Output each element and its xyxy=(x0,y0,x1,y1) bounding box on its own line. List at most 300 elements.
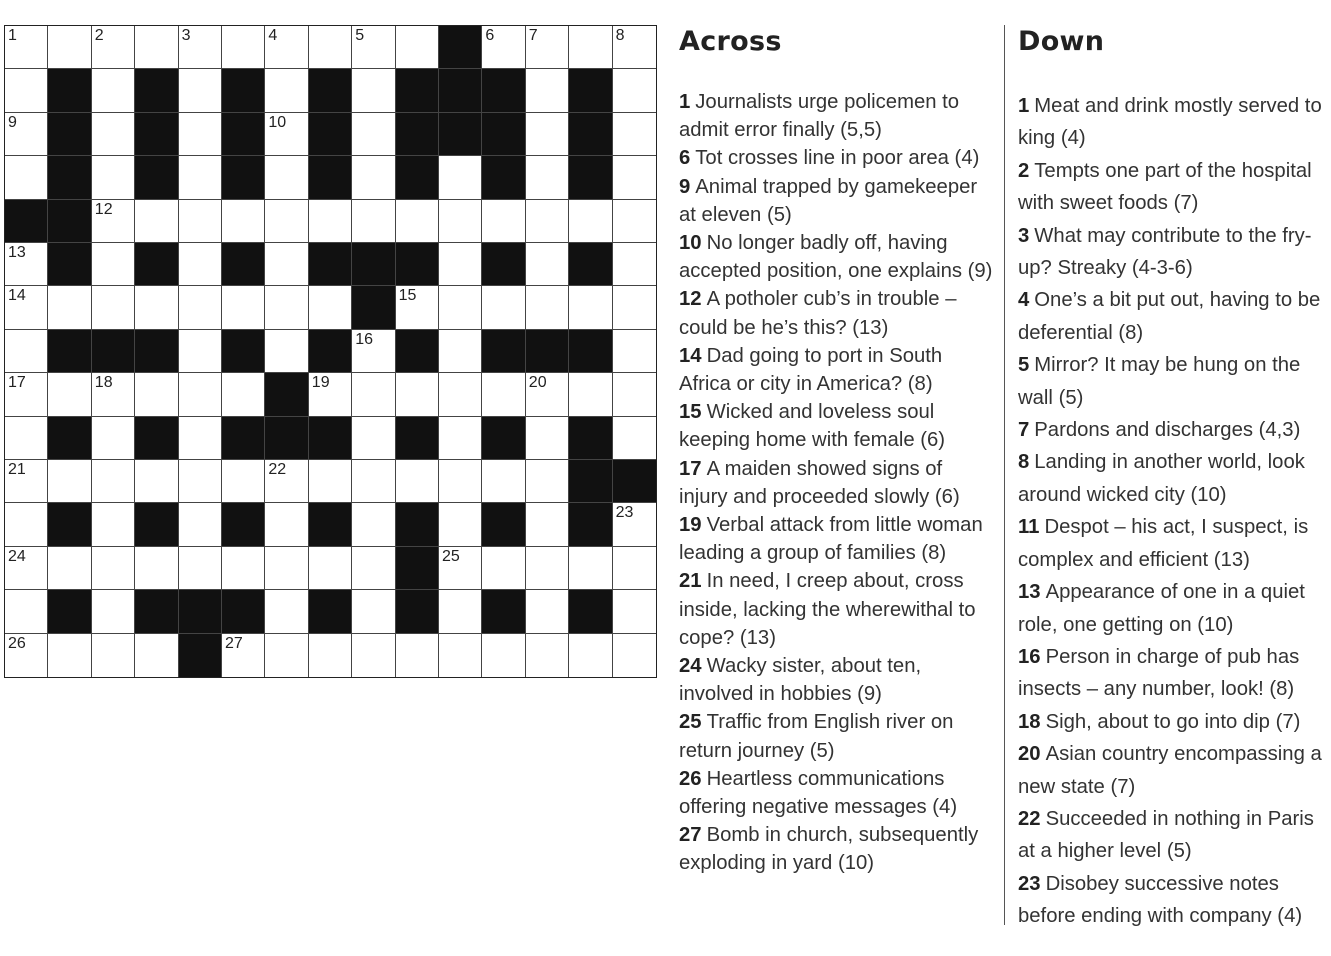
grid-cell[interactable] xyxy=(482,460,525,503)
grid-cell[interactable] xyxy=(439,503,482,546)
grid-cell[interactable] xyxy=(309,547,352,590)
clue-text: Despot – his act, I suspect, is complex and efficient (13) xyxy=(1018,516,1309,571)
grid-cell[interactable] xyxy=(613,417,656,460)
grid-cell[interactable] xyxy=(526,286,569,329)
clue-number: 24 xyxy=(679,655,702,678)
grid-cell[interactable] xyxy=(265,113,308,156)
across-clue[interactable] xyxy=(679,398,995,454)
grid-cell[interactable] xyxy=(569,373,612,416)
grid-cell[interactable] xyxy=(526,113,569,156)
grid-cell[interactable] xyxy=(482,547,525,590)
across-clue[interactable] xyxy=(679,285,995,341)
grid-block xyxy=(179,590,222,633)
clue-text: A maiden showed signs of injury and proceeded slowly (6) xyxy=(679,457,960,508)
grid-cell[interactable] xyxy=(92,590,135,633)
grid-cell[interactable] xyxy=(569,200,612,243)
grid-block xyxy=(309,156,352,199)
clue-number: 20 xyxy=(1018,743,1041,766)
clue-number: 10 xyxy=(679,232,702,255)
down-clue[interactable] xyxy=(1018,414,1330,446)
down-clue[interactable] xyxy=(1018,90,1330,155)
down-clue[interactable] xyxy=(1018,349,1330,414)
crossword-grid xyxy=(4,25,657,678)
grid-cell[interactable] xyxy=(5,243,48,286)
grid-block xyxy=(482,113,525,156)
grid-block xyxy=(526,330,569,373)
clue-number: 1 xyxy=(679,91,691,113)
across-clue[interactable] xyxy=(679,821,995,877)
across-clue[interactable] xyxy=(679,144,995,172)
grid-cell[interactable] xyxy=(352,503,395,546)
column-divider xyxy=(1004,25,1005,925)
grid-block xyxy=(309,113,352,156)
grid-cell[interactable] xyxy=(5,26,48,69)
cell-number: 23 xyxy=(615,504,634,522)
grid-cell[interactable] xyxy=(439,200,482,243)
grid-cell[interactable] xyxy=(265,26,308,69)
grid-cell[interactable] xyxy=(613,634,656,677)
grid-cell[interactable] xyxy=(526,243,569,286)
grid-block xyxy=(135,113,178,156)
grid-cell[interactable] xyxy=(482,634,525,677)
grid-cell[interactable] xyxy=(352,69,395,112)
grid-cell[interactable] xyxy=(613,590,656,633)
grid-cell[interactable] xyxy=(613,243,656,286)
grid-cell[interactable] xyxy=(265,330,308,373)
cell-number: 3 xyxy=(181,27,191,44)
grid-cell[interactable] xyxy=(613,113,656,156)
grid-cell[interactable] xyxy=(5,634,48,677)
grid-block xyxy=(569,113,612,156)
cell-number: 27 xyxy=(225,634,243,652)
cell-number: 10 xyxy=(268,113,287,131)
grid-cell[interactable] xyxy=(135,26,178,69)
grid-cell[interactable] xyxy=(92,26,135,69)
grid-cell[interactable] xyxy=(265,503,308,546)
grid-cell[interactable] xyxy=(222,547,265,590)
cell-number: 13 xyxy=(8,244,26,261)
clue-text: Tempts one part of the hospital with sweet foods (7) xyxy=(1018,159,1312,215)
grid-cell[interactable] xyxy=(48,547,91,590)
clue-number: 5 xyxy=(1018,354,1030,377)
grid-block xyxy=(265,417,308,460)
grid-cell[interactable] xyxy=(222,200,265,243)
down-clue-list xyxy=(1018,90,1330,933)
grid-block xyxy=(396,113,439,156)
grid-cell[interactable] xyxy=(92,503,135,546)
grid-block xyxy=(222,503,265,546)
grid-cell[interactable] xyxy=(48,26,91,69)
across-clue[interactable] xyxy=(679,708,995,764)
grid-cell[interactable] xyxy=(309,373,352,416)
grid-cell[interactable] xyxy=(5,373,48,416)
grid-cell[interactable] xyxy=(439,373,482,416)
across-clue[interactable] xyxy=(679,511,995,567)
grid-block xyxy=(48,590,91,633)
grid-cell[interactable] xyxy=(309,286,352,329)
grid-cell[interactable] xyxy=(439,330,482,373)
clue-number: 26 xyxy=(679,767,702,790)
grid-cell[interactable] xyxy=(352,634,395,677)
cell-number: 14 xyxy=(8,287,26,305)
grid-block xyxy=(569,417,612,460)
clue-text: Sigh, about to go into dip (7) xyxy=(1045,710,1301,733)
grid-cell[interactable] xyxy=(526,547,569,590)
clue-text: Pardons and discharges (4,3) xyxy=(1034,419,1301,442)
grid-block xyxy=(569,156,612,199)
grid-cell[interactable] xyxy=(352,200,395,243)
grid-cell[interactable] xyxy=(439,286,482,329)
grid-cell[interactable] xyxy=(352,373,395,416)
grid-cell[interactable] xyxy=(48,634,91,677)
clue-text: No longer badly off, having accepted position, one explains (9) xyxy=(679,232,993,283)
grid-cell[interactable] xyxy=(265,460,308,503)
grid-block xyxy=(482,417,525,460)
grid-cell[interactable] xyxy=(5,286,48,329)
down-clue[interactable] xyxy=(1018,641,1330,706)
grid-cell[interactable] xyxy=(613,547,656,590)
grid-block xyxy=(309,417,352,460)
down-clue[interactable] xyxy=(1018,446,1330,511)
grid-block xyxy=(482,156,525,199)
grid-cell[interactable] xyxy=(5,113,48,156)
across-clue[interactable] xyxy=(679,455,995,511)
grid-cell[interactable] xyxy=(352,547,395,590)
grid-block xyxy=(48,200,91,243)
grid-cell[interactable] xyxy=(179,26,222,69)
clue-text: Succeeded in nothing in Paris at a higher level (5) xyxy=(1018,807,1314,863)
grid-cell[interactable] xyxy=(5,417,48,460)
grid-cell[interactable] xyxy=(526,590,569,633)
grid-block xyxy=(135,590,178,633)
grid-block xyxy=(396,156,439,199)
grid-cell[interactable] xyxy=(396,286,439,329)
across-clue[interactable] xyxy=(679,229,995,285)
grid-cell[interactable] xyxy=(352,590,395,633)
grid-block xyxy=(396,330,439,373)
across-clue[interactable] xyxy=(679,567,995,652)
grid-cell[interactable] xyxy=(92,460,135,503)
grid-block xyxy=(396,547,439,590)
grid-cell[interactable] xyxy=(309,200,352,243)
grid-cell[interactable] xyxy=(179,156,222,199)
grid-cell[interactable] xyxy=(92,113,135,156)
grid-cell[interactable] xyxy=(526,460,569,503)
grid-cell[interactable] xyxy=(526,69,569,112)
grid-block xyxy=(48,113,91,156)
grid-cell[interactable] xyxy=(179,286,222,329)
cell-number: 24 xyxy=(8,547,26,565)
grid-cell[interactable] xyxy=(526,373,569,416)
grid-cell[interactable] xyxy=(179,503,222,546)
grid-cell[interactable] xyxy=(265,200,308,243)
clue-number: 7 xyxy=(1018,419,1030,442)
grid-block xyxy=(135,330,178,373)
clue-text: Tot crosses line in poor area (4) xyxy=(695,147,980,170)
grid-cell[interactable] xyxy=(439,460,482,503)
grid-cell[interactable] xyxy=(265,590,308,633)
clue-number: 15 xyxy=(679,401,702,424)
grid-cell[interactable] xyxy=(526,156,569,199)
cell-number: 2 xyxy=(94,27,104,44)
grid-block xyxy=(48,503,91,546)
grid-cell[interactable] xyxy=(92,373,135,416)
grid-cell[interactable] xyxy=(569,547,612,590)
cell-number: 20 xyxy=(528,374,547,392)
grid-cell[interactable] xyxy=(482,286,525,329)
grid-cell[interactable] xyxy=(179,373,222,416)
grid-block xyxy=(482,503,525,546)
grid-block xyxy=(482,69,525,112)
grid-cell[interactable] xyxy=(265,547,308,590)
grid-cell[interactable] xyxy=(5,156,48,199)
grid-cell[interactable] xyxy=(265,156,308,199)
clue-number: 16 xyxy=(1018,645,1041,668)
grid-cell[interactable] xyxy=(179,243,222,286)
grid-cell[interactable] xyxy=(396,26,439,69)
grid-cell[interactable] xyxy=(482,200,525,243)
grid-cell[interactable] xyxy=(48,460,91,503)
grid-cell[interactable] xyxy=(352,26,395,69)
clue-text: What may contribute to the fry-up? Streaky (4-3-6) xyxy=(1018,224,1312,280)
grid-cell[interactable] xyxy=(265,634,308,677)
grid-cell[interactable] xyxy=(526,200,569,243)
clue-text: Meat and drink mostly served to king (4) xyxy=(1018,95,1322,150)
grid-cell[interactable] xyxy=(309,460,352,503)
down-clue[interactable] xyxy=(1018,284,1330,349)
grid-cell[interactable] xyxy=(265,243,308,286)
grid-block xyxy=(309,503,352,546)
grid-cell[interactable] xyxy=(222,460,265,503)
grid-block xyxy=(92,330,135,373)
grid-cell[interactable] xyxy=(92,69,135,112)
grid-cell[interactable] xyxy=(179,547,222,590)
grid-cell[interactable] xyxy=(352,156,395,199)
clue-number: 22 xyxy=(1018,807,1041,830)
grid-cell[interactable] xyxy=(92,200,135,243)
grid-cell[interactable] xyxy=(613,26,656,69)
grid-cell[interactable] xyxy=(613,69,656,112)
clue-number: 2 xyxy=(1018,159,1030,182)
grid-cell[interactable] xyxy=(135,200,178,243)
grid-block xyxy=(222,156,265,199)
grid-cell[interactable] xyxy=(179,330,222,373)
grid-block xyxy=(48,156,91,199)
grid-cell[interactable] xyxy=(222,26,265,69)
cell-number: 22 xyxy=(268,461,287,478)
cell-number: 25 xyxy=(442,547,460,565)
clue-text: Disobey successive notes before ending with company (4) xyxy=(1018,872,1303,928)
grid-cell[interactable] xyxy=(179,460,222,503)
grid-cell[interactable] xyxy=(5,503,48,546)
down-clue[interactable] xyxy=(1018,576,1330,641)
grid-cell[interactable] xyxy=(135,547,178,590)
grid-cell[interactable] xyxy=(179,417,222,460)
across-clue[interactable] xyxy=(679,652,995,708)
grid-block xyxy=(48,69,91,112)
grid-cell[interactable] xyxy=(613,373,656,416)
grid-cell[interactable] xyxy=(179,113,222,156)
grid-cell[interactable] xyxy=(482,26,525,69)
clue-number: 3 xyxy=(1018,224,1030,247)
down-clue[interactable] xyxy=(1018,155,1330,220)
clue-text: Wacky sister, about ten, involved in hobbies (9) xyxy=(679,655,922,706)
grid-cell[interactable] xyxy=(179,69,222,112)
clue-text: Animal trapped by gamekeeper at eleven (5) xyxy=(679,175,978,226)
grid-cell[interactable] xyxy=(5,590,48,633)
grid-cell[interactable] xyxy=(5,69,48,112)
grid-cell[interactable] xyxy=(439,243,482,286)
grid-cell[interactable] xyxy=(92,156,135,199)
cell-number: 19 xyxy=(311,374,330,392)
grid-cell[interactable] xyxy=(222,286,265,329)
grid-cell[interactable] xyxy=(569,634,612,677)
grid-cell[interactable] xyxy=(48,373,91,416)
grid-block xyxy=(396,69,439,112)
grid-cell[interactable] xyxy=(222,373,265,416)
grid-block xyxy=(569,243,612,286)
grid-cell[interactable] xyxy=(352,460,395,503)
grid-cell[interactable] xyxy=(439,634,482,677)
down-clue[interactable] xyxy=(1018,803,1330,868)
grid-block xyxy=(222,69,265,112)
grid-block xyxy=(135,417,178,460)
grid-cell[interactable] xyxy=(526,634,569,677)
cell-number: 16 xyxy=(355,330,373,348)
grid-block xyxy=(569,590,612,633)
grid-cell[interactable] xyxy=(5,330,48,373)
grid-cell[interactable] xyxy=(439,590,482,633)
grid-block xyxy=(482,330,525,373)
down-clue[interactable] xyxy=(1018,220,1330,285)
grid-block xyxy=(569,330,612,373)
clue-number: 19 xyxy=(679,514,702,537)
grid-cell[interactable] xyxy=(482,373,525,416)
grid-block xyxy=(222,590,265,633)
across-clue[interactable] xyxy=(679,173,995,229)
clue-number: 4 xyxy=(1018,289,1030,312)
clue-text: Mirror? It may be hung on the wall (5) xyxy=(1018,354,1301,409)
clue-text: Landing in another world, look around wicked city (10) xyxy=(1018,451,1305,506)
grid-cell[interactable] xyxy=(352,330,395,373)
clue-number: 9 xyxy=(679,175,691,198)
grid-block xyxy=(613,460,656,503)
cell-number: 26 xyxy=(8,634,26,652)
grid-cell[interactable] xyxy=(92,634,135,677)
grid-cell[interactable] xyxy=(265,286,308,329)
across-clue[interactable] xyxy=(679,342,995,398)
grid-block xyxy=(396,503,439,546)
grid-cell[interactable] xyxy=(135,460,178,503)
cell-number: 7 xyxy=(528,27,538,44)
grid-cell[interactable] xyxy=(613,330,656,373)
grid-cell[interactable] xyxy=(135,286,178,329)
across-clue[interactable] xyxy=(679,88,995,144)
grid-cell[interactable] xyxy=(309,26,352,69)
grid-block xyxy=(222,243,265,286)
grid-block xyxy=(135,243,178,286)
grid-cell[interactable] xyxy=(569,286,612,329)
down-clue[interactable] xyxy=(1018,738,1330,803)
grid-cell[interactable] xyxy=(92,286,135,329)
grid-cell[interactable] xyxy=(48,286,91,329)
grid-cell[interactable] xyxy=(526,417,569,460)
grid-block xyxy=(569,503,612,546)
grid-block xyxy=(135,503,178,546)
grid-cell[interactable] xyxy=(613,286,656,329)
grid-cell[interactable] xyxy=(526,503,569,546)
grid-cell[interactable] xyxy=(135,634,178,677)
grid-cell[interactable] xyxy=(396,373,439,416)
grid-cell[interactable] xyxy=(309,634,352,677)
clue-number: 27 xyxy=(679,824,702,847)
grid-cell[interactable] xyxy=(92,417,135,460)
clue-number: 23 xyxy=(1018,872,1041,895)
clue-text: Heartless communications offering negative messages (4) xyxy=(679,767,958,819)
grid-block xyxy=(569,69,612,112)
grid-cell[interactable] xyxy=(526,26,569,69)
cell-number: 4 xyxy=(268,27,278,44)
grid-cell[interactable] xyxy=(135,373,178,416)
grid-cell[interactable] xyxy=(5,547,48,590)
grid-cell[interactable] xyxy=(613,156,656,199)
clue-text: Asian country encompassing a new state (7) xyxy=(1018,743,1322,798)
clue-text: Dad going to port in South Africa or city in America? (8) xyxy=(679,344,943,396)
grid-cell[interactable] xyxy=(5,460,48,503)
down-clue[interactable] xyxy=(1018,868,1330,933)
grid-cell[interactable] xyxy=(92,243,135,286)
grid-cell[interactable] xyxy=(396,460,439,503)
cell-number: 8 xyxy=(615,27,625,44)
clue-number: 21 xyxy=(679,570,702,593)
grid-cell[interactable] xyxy=(179,200,222,243)
grid-cell[interactable] xyxy=(396,634,439,677)
grid-cell[interactable] xyxy=(352,113,395,156)
grid-cell[interactable] xyxy=(352,417,395,460)
grid-block xyxy=(352,286,395,329)
grid-cell[interactable] xyxy=(613,200,656,243)
clue-number: 11 xyxy=(1018,516,1040,539)
across-heading: Across xyxy=(679,26,782,57)
grid-cell[interactable] xyxy=(396,200,439,243)
across-clue[interactable] xyxy=(679,765,995,821)
grid-block xyxy=(222,417,265,460)
clue-text: In need, I creep about, cross inside, lacking the wherewithal to cope? (13) xyxy=(679,570,976,649)
grid-block xyxy=(309,590,352,633)
grid-block xyxy=(309,243,352,286)
grid-block xyxy=(135,69,178,112)
grid-block xyxy=(482,590,525,633)
grid-block xyxy=(265,373,308,416)
grid-cell[interactable] xyxy=(439,547,482,590)
down-clue[interactable] xyxy=(1018,511,1330,576)
down-clue[interactable] xyxy=(1018,706,1330,738)
grid-cell[interactable] xyxy=(92,547,135,590)
grid-cell[interactable] xyxy=(439,156,482,199)
clue-text: A potholer cub’s in trouble – could be he’s this? (13) xyxy=(679,288,957,339)
cell-number: 18 xyxy=(94,374,113,392)
clue-number: 6 xyxy=(679,147,691,170)
grid-cell[interactable] xyxy=(569,26,612,69)
grid-cell[interactable] xyxy=(222,634,265,677)
clue-number: 1 xyxy=(1018,95,1030,117)
grid-cell[interactable] xyxy=(439,417,482,460)
down-heading: Down xyxy=(1018,26,1105,57)
grid-block xyxy=(396,590,439,633)
grid-cell[interactable] xyxy=(613,503,656,546)
grid-cell[interactable] xyxy=(265,69,308,112)
cell-number: 9 xyxy=(8,113,17,131)
